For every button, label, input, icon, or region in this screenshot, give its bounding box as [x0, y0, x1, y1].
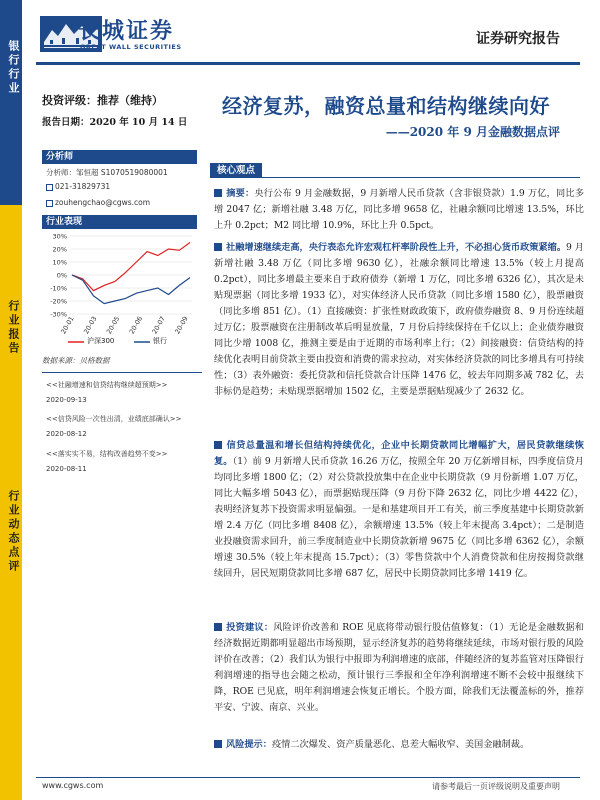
x-tick-label: 20-07 — [150, 315, 167, 336]
series-line-hs300 — [72, 243, 190, 291]
sidebar-label-comment: 行业动态点评 — [7, 490, 20, 574]
bullet-icon — [214, 243, 222, 251]
chart-legend — [42, 336, 197, 348]
credit-structure-paragraph: 信贷总量温和增长但结构持续优化，企业中长期贷款同比增幅扩大，居民贷款继续恢复。（1）前 9 月新增人民币贷款 16.26 万亿，按照全年 20 万亿新增目标，四季度信贷月均同比多增 1800 亿；（2）对公贷款投放集中在企业中长期贷款（9 月份新增 1.07 万亿，同比大幅多增 5043 亿），而票据贴现压降（9 月份下降 2632 亿，同比少增 4422 亿），表明经济复苏下投资需求明显偏强。一是和基建项目开工有关，前三季度基建中长期贷款新增 2.4 万亿（同比多增 8408 亿），余额增速 13.5%（较上年末提高 3.4pct）；二是制造业投融资需求回升，前三季度制造业中长期贷款新增 9675 亿（同比多增 6362 亿），余额增速 30.5%（较上年末提高 15.7pct）；（3）零售贷款中个人消费贷款和住房按揭贷款继续回升，居民短期贷款同比多增 687 亿，居民中长期贷款同比多增 1419 亿。 — [214, 440, 584, 579]
bullet-icon — [214, 441, 222, 449]
report-subtitle: ——2020 年 9 月金融数据点评 — [385, 125, 560, 139]
summary-paragraph: 摘要：央行公布 9 月金融数据，9 月新增人民币贷款（含非银贷款）1.9 万亿，同比多增 2047 亿；新增社融 3.48 万亿，同比多增 9658 亿，社融余额同比增速 13.5%，环比上升 0.2pct；M2 同比增 10.9%，环比上升 0.5pct。 — [214, 188, 585, 231]
analyst-email[interactable]: zouhengchao@cgws.com — [46, 198, 150, 207]
y-tick-label: -10% — [50, 284, 67, 293]
sidebar-label-report: 行业报告 — [7, 300, 20, 356]
logo-english-name: GREAT WALL SECURITIES — [80, 43, 182, 51]
bullet-icon — [214, 740, 222, 748]
trend-section-header: 行业表现 — [42, 215, 197, 229]
chart-source: 数据来源：贝格数据 — [42, 356, 110, 365]
related-report-1-date: 2020-09-13 — [46, 396, 87, 404]
sidebar-label-industry: 银行行业 — [7, 40, 20, 96]
core-view-header: 核心观点 — [210, 163, 580, 178]
sidebar-blue-band — [0, 0, 22, 205]
bullet-icon — [214, 189, 222, 197]
header-divider — [36, 62, 580, 65]
investment-advice-paragraph: 投资建议：风险评价改善和 ROE 见底将带动银行股估值修复：（1）无论是金融数据和经济数据近期都明显超出市场预期，显示经济复苏的趋势将继续延续，市场对银行股的风险评价在改善；（2）我们认为银行中报即为利润增速的底部，伴随经济的复苏监管对压降银行利润增速的指导也会随之松动，预计银行三季报和全年净利润增速不断不会较中报继续下降，ROE 已见底，明年利润增速会恢复正增长。个股方面，除我们无法覆盖标的外，推荐平安、宁波、南京、兴业。 — [214, 622, 584, 713]
related-report-2-title[interactable]: <<信贷风险一次性出清，业绩底部确认>> — [46, 415, 182, 423]
related-report-1-title[interactable]: <<社融增速和信贷结构继续超预期>> — [46, 381, 168, 389]
series-line-bank — [72, 275, 190, 304]
x-tick-label: 20-01 — [59, 315, 76, 336]
social-financing-paragraph: 社融增速继续走高，央行表态允许宏观杠杆率阶段性上升，不必担心货币政策紧缩。9 月新增社融 3.48 万亿（同比多增 9630 亿），社融余额同比增速 13.5%（较上月提高 0.2pct），同比多增最主要来自于政府债券（新增 1 万亿，同比多增 6326 亿），其次是未贴现票据（同比多增 1933 亿），对实体经济人民币贷款（同比多增 1580 亿），股票融资（同比多增 851 亿）。（1）直接融资：扩张性财政政策下，政府债券融资 8、9 月份连续超过万亿；股票融资在注册制改革后明显放量，7 月份后持续保持在千亿以上；企业债券融资同比少增 1008 亿，推测主要是由于近期的市场利率上行；（2）间接融资：信贷结构的持续优化表明目前贷款主要由投资和消费的需求拉动，对实体经济贷款的同比多增具有可持续性；（3）表外融资：委托贷款和信托贷款合计压降 1476 亿，较去年同期多减 782 亿，去非标仍是趋势；未贴现票据增加 1502 亿，主要是票据贴现减少了 2632 亿。 — [214, 242, 584, 397]
report-type-label: 证券研究报告 — [476, 31, 560, 47]
analyst-section-header: 分析师 — [42, 150, 197, 164]
investment-rating: 投资评级：推荐（维持） — [42, 94, 163, 107]
footer-divider — [36, 777, 580, 778]
bullet-icon — [214, 623, 222, 631]
x-tick-label: 20-05 — [104, 315, 122, 336]
y-tick-label: -20% — [50, 297, 67, 306]
report-title: 经济复苏，融资总量和结构继续向好 — [222, 94, 550, 118]
related-report-3-title[interactable]: <<落实实不易，结构改善趋势不变>> — [46, 450, 168, 458]
y-tick-label: 10% — [52, 258, 67, 267]
related-report-2-date: 2020-08-12 — [46, 430, 87, 438]
industry-performance-chart — [42, 230, 197, 350]
legend-hs300-label: 沪深300 — [87, 337, 115, 345]
analyst-phone: 021-31829731 — [46, 182, 110, 191]
email-icon — [46, 200, 53, 207]
legend-bank-label: 银行 — [153, 337, 167, 345]
related-divider — [42, 372, 202, 373]
y-tick-label: 20% — [52, 245, 67, 254]
y-tick-label: 0% — [56, 271, 67, 280]
related-report-3-date: 2020-08-11 — [46, 465, 87, 473]
risk-warning-paragraph: 风险提示：疫情二次爆发、资产质量恶化、息差大幅收窄、美国金融制裁。 — [214, 737, 584, 753]
logo-chinese-name: 长城证券 — [78, 19, 175, 44]
x-tick-label: 20-03 — [82, 315, 99, 336]
x-tick-label: 20-06 — [127, 315, 145, 336]
footer-website[interactable]: www.cgws.com — [42, 781, 104, 790]
phone-icon — [46, 184, 53, 191]
y-tick-label: -30% — [50, 310, 67, 319]
analyst-name: 分析师：邹恒超 S1070519080001 — [46, 168, 168, 177]
y-tick-label: 30% — [52, 232, 67, 241]
x-tick-label: 20-09 — [173, 315, 190, 336]
footer-disclaimer: 请参考最后一页评级说明及重要声明 — [432, 782, 560, 791]
report-date: 报告日期：2020 年 10 月 14 日 — [42, 117, 188, 128]
